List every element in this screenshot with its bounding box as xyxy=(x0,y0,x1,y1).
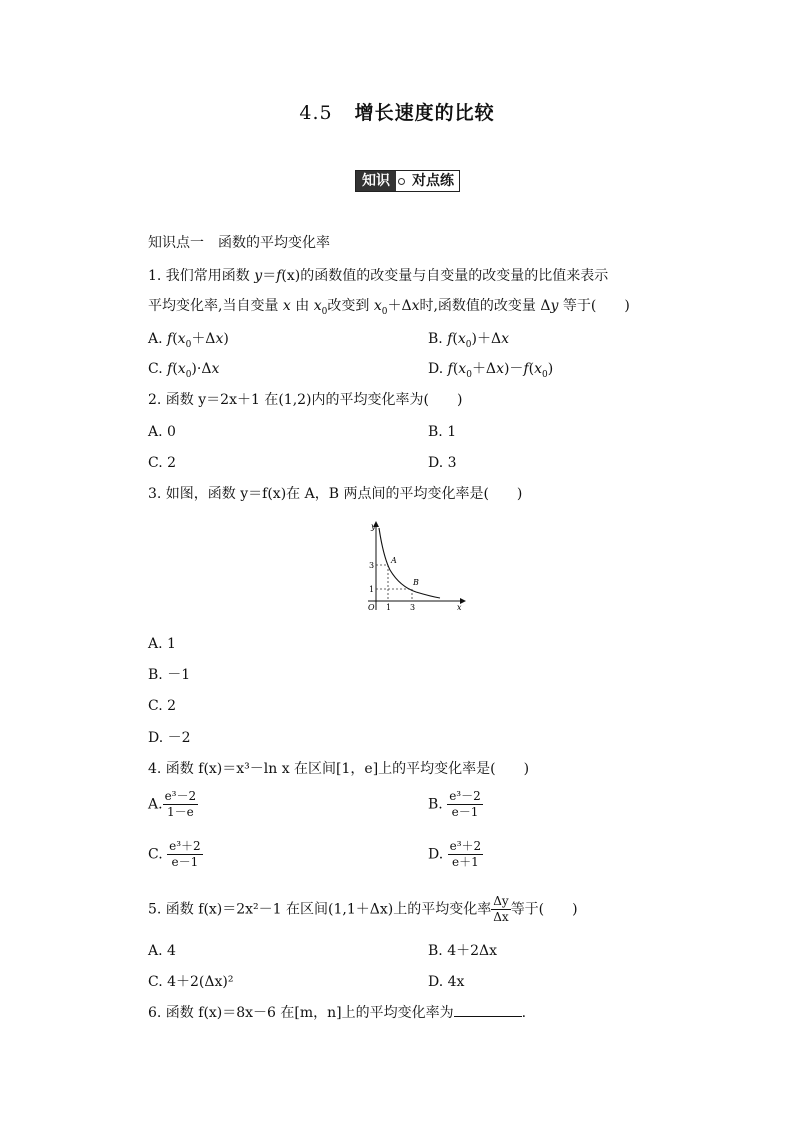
q2-option-b: B. 1 xyxy=(428,424,457,440)
q3-option-d: D. －2 xyxy=(148,730,191,746)
point-b-label: B xyxy=(413,578,419,587)
q5-option-a: A. 4 xyxy=(148,943,176,959)
q3-option-c: C. 2 xyxy=(148,698,177,714)
q4-text: 4. 函数 f(x)＝x³－ln x 在区间[1，e]上的平均变化率是( ) xyxy=(148,761,530,777)
q1-option-d: D. $f(x_0+\Delta x)-f(x_0)$ xyxy=(428,361,554,380)
origin-label: O xyxy=(368,603,375,612)
q1-option-c: C. $f(x_0)\cdot\Delta x$ xyxy=(148,361,220,380)
q2-option-d: D. 3 xyxy=(428,455,457,471)
q1-option-a: A. $f(x_0+\Delta x)$ xyxy=(148,331,229,350)
section-heading: 知识点一 函数的平均变化率 xyxy=(148,235,330,251)
point-a-label: A xyxy=(391,556,397,565)
y-tick-3: 3 xyxy=(369,561,375,570)
badge-dot-icon xyxy=(398,178,405,185)
q3-option-b: B. －1 xyxy=(148,667,191,683)
curve xyxy=(379,528,440,598)
page-title: 4.5 增长速度的比较 xyxy=(299,102,495,124)
section-badge: 知识 对点练 xyxy=(355,170,460,192)
q6-text: 6. 函数 f(x)＝8x－6 在[m，n]上的平均变化率为 . xyxy=(148,1005,527,1021)
q2-option-a: A. 0 xyxy=(148,424,176,440)
q2-option-c: C. 2 xyxy=(148,455,177,471)
y-label: y xyxy=(371,522,376,531)
q2-text: 2. 函数 y＝2x＋1 在(1,2)内的平均变化率为( ) xyxy=(148,392,463,408)
function-graph xyxy=(360,518,470,618)
q3-text: 3. 如图，函数 y＝f(x)在 A，B 两点间的平均变化率是( ) xyxy=(148,486,523,502)
answer-blank[interactable] xyxy=(454,1004,522,1017)
q5-text: 5. 函数 f(x)＝2x²－1 在区间(1,1＋Δx)上的平均变化率 $\frac{\Delta y}{\Delta x}$ 等于( ) xyxy=(148,894,578,924)
q5-option-c: C. 4＋2(Δx)² xyxy=(148,974,234,990)
x-label: x xyxy=(457,603,462,612)
q3-option-a: A. 1 xyxy=(148,636,176,652)
y-tick-1: 1 xyxy=(369,585,375,594)
q1-line2: 平均变化率,当自变量 x 由 $x_0$改变到 $x_0+\Delta x$时,函数值的改变量 Δy 等于( ) xyxy=(148,298,630,317)
q1-option-b: B. $f(x_0)+\Delta x$ xyxy=(428,331,509,350)
q5-option-b: B. 4＋2Δx xyxy=(428,943,498,959)
q4-option-c: C. $\frac{\text{e³＋2}}{e-1}$ xyxy=(148,839,201,869)
q4-option-b: B. $\frac{\text{e³－2}}{e-1}$ xyxy=(428,789,481,819)
x-tick-3: 3 xyxy=(410,603,416,612)
q4-option-d: D. $\frac{\text{e³＋2}}{e+1}$ xyxy=(428,839,482,869)
x-tick-1: 1 xyxy=(386,603,392,612)
q1-line1: 1. 我们常用函数 y＝f(x)的函数值的改变量与自变量的改变量的比值来表示 xyxy=(148,268,609,284)
q4-option-a: A. $\frac{\text{e³－2}}{1-e}$ xyxy=(148,789,197,819)
q5-option-d: D. 4x xyxy=(428,974,465,990)
